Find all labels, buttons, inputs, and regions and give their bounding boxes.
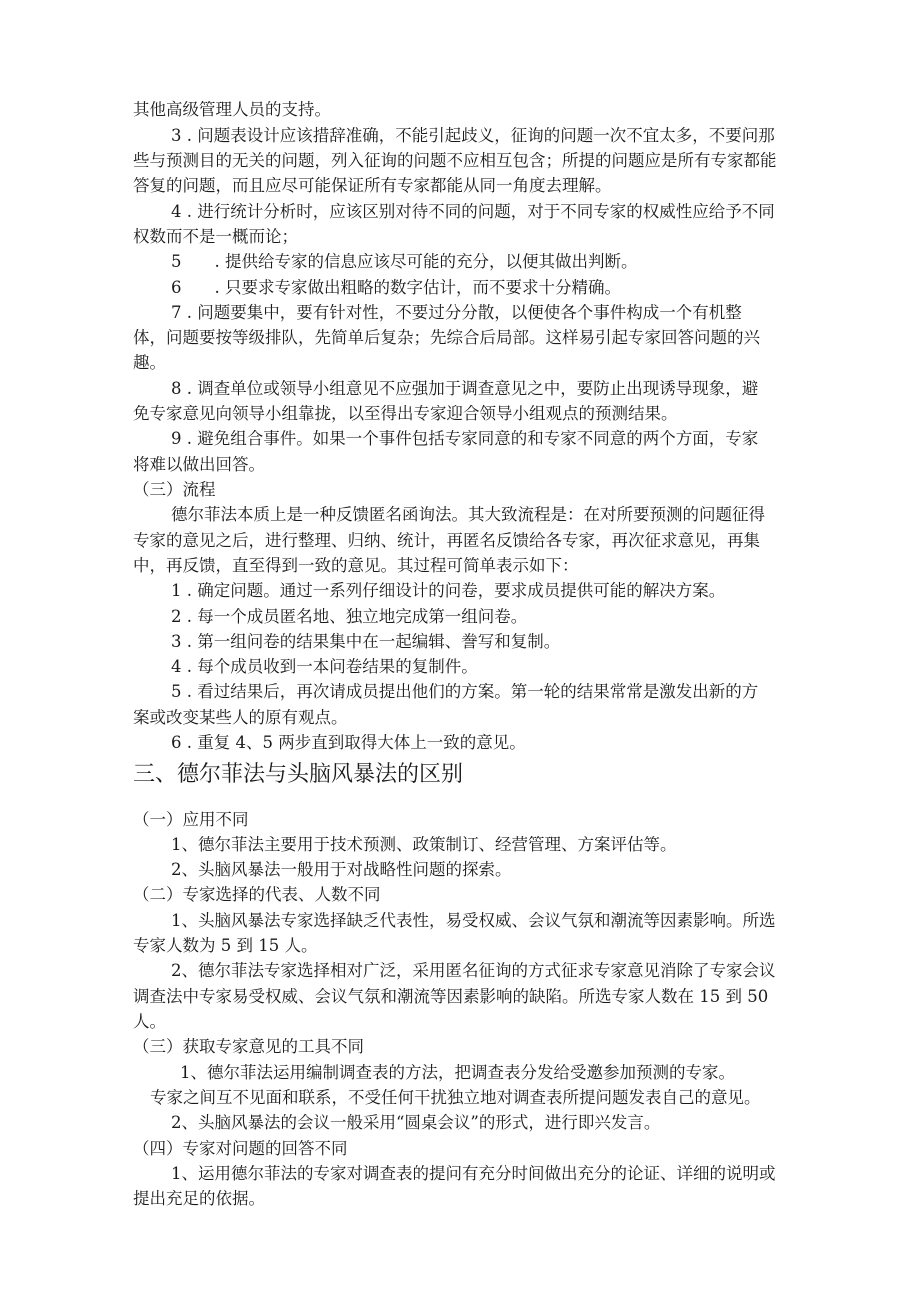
paragraph-line: 1、德尔菲法主要用于技术预测、政策制订、经营管理、方案评估等。 [171, 835, 677, 854]
paragraph-line: 答复的问题，而且应尽可能保证所有专家都能从同一角度去理解。 [133, 176, 612, 195]
paragraph-line: 调查法中专家易受权威、会议气氛和潮流等因素影响的缺陷。所选专家人数在 15 到 50 [133, 987, 769, 1006]
list-item-7: 7 . 问题要集中，要有针对性，不要过分分散，以便使各个事件构成一个有机整 [171, 303, 742, 322]
paragraph-line: 提出充足的依据。 [133, 1189, 265, 1208]
list-item-9: 9 . 避免组合事件。如果一个事件包括专家同意的和专家不同意的两个方面，专家 [171, 429, 759, 448]
paragraph-line: 免专家意见向领导小组靠拢，以至得出专家迎合领导小组观点的预测结果。 [133, 404, 678, 423]
subheading-tools: （三）获取专家意见的工具不同 [133, 1037, 364, 1056]
paragraph-line: 将难以做出回答。 [133, 455, 265, 474]
list-item-8: 8 . 调查单位或领导小组意见不应强加于调查意见之中，要防止出现诱导现象，避 [171, 379, 759, 398]
list-item-5: 5 . 提供给专家的信息应该尽可能的充分，以便其做出判断。 [171, 252, 638, 271]
paragraph-line: 2、头脑风暴法一般用于对战略性问题的探索。 [171, 860, 512, 879]
paragraph-line: 中，再反馈，直至得到一致的意见。其过程可简单表示如下： [133, 556, 579, 575]
step-5: 5 . 看过结果后，再次请成员提出他们的方案。第一轮的结果常常是激发出新的方 [171, 682, 759, 701]
subheading-expert-selection: （二）专家选择的代表、人数不同 [133, 885, 381, 904]
step-2: 2 . 每一个成员匿名地、独立地完成第一组问卷。 [171, 607, 528, 626]
paragraph-line: 趣。 [133, 353, 166, 372]
paragraph-line: 专家之间互不见面和联系，不受任何干扰独立地对调查表所提问题发表自己的意见。 [150, 1088, 761, 1107]
paragraph-line: 专家的意见之后，进行整理、归纳、统计，再匿名反馈给各专家，再次征求意见，再集 [133, 531, 760, 550]
paragraph-line: 1、运用德尔菲法的专家对调查表的提问有充分时间做出充分的论证、详细的说明或 [171, 1164, 776, 1183]
list-item-3: 3 . 问题表设计应该措辞准确，不能引起歧义，征询的问题一次不宜太多，不要问那 [171, 126, 775, 145]
paragraph-line: 专家人数为 5 到 15 人。 [133, 936, 318, 955]
step-4: 4 . 每个成员收到一本问卷结果的复制件。 [171, 657, 478, 676]
step-6: 6 . 重复 4、5 两步直到取得大体上一致的意见。 [171, 733, 526, 752]
subheading-application: （一）应用不同 [133, 810, 249, 829]
list-item-4: 4 . 进行统计分析时，应该区别对待不同的问题，对于不同专家的权威性应给予不同 [171, 202, 775, 221]
paragraph-line: 1、德尔菲法运用编制调查表的方法，把调查表分发给受邀参加预测的专家。 [180, 1063, 735, 1082]
subheading-process: （三）流程 [133, 480, 216, 499]
paragraph-line: 德尔菲法本质上是一种反馈匿名函询法。其大致流程是：在对所要预测的问题征得 [171, 505, 765, 524]
step-1: 1 . 确定问题。通过一系列仔细设计的问卷，要求成员提供可能的解决方案。 [171, 581, 726, 600]
paragraph-line: 权数而不是一概而论； [133, 227, 298, 246]
paragraph-line: 案或改变某些人的原有观点。 [133, 708, 348, 727]
paragraph-line: 体，问题要按等级排队，先简单后复杂；先综合后局部。这样易引起专家回答问题的兴 [133, 328, 760, 347]
paragraph-line: 人。 [133, 1012, 166, 1031]
paragraph-line: 些与预测目的无关的问题，列入征询的问题不应相互包含；所提的问题应是所有专家都能 [133, 151, 777, 170]
paragraph-line: 其他高级管理人员的支持。 [133, 100, 331, 119]
step-3: 3 . 第一组问卷的结果集中在一起编辑、誊写和复制。 [171, 632, 561, 651]
subheading-answers: （四）专家对问题的回答不同 [133, 1139, 348, 1158]
section-heading: 三、德尔菲法与头脑风暴法的区别 [133, 762, 464, 787]
paragraph-line: 2、德尔菲法专家选择相对广泛，采用匿名征询的方式征求专家意见消除了专家会议 [171, 961, 776, 980]
paragraph-line: 2、头脑风暴法的会议一般采用“圆桌会议”的形式，进行即兴发言。 [171, 1113, 661, 1132]
list-item-6: 6 . 只要求专家做出粗略的数字估计，而不要求十分精确。 [171, 278, 621, 297]
paragraph-line: 1、头脑风暴法专家选择缺乏代表性，易受权威、会议气氛和潮流等因素影响。所选 [171, 911, 776, 930]
